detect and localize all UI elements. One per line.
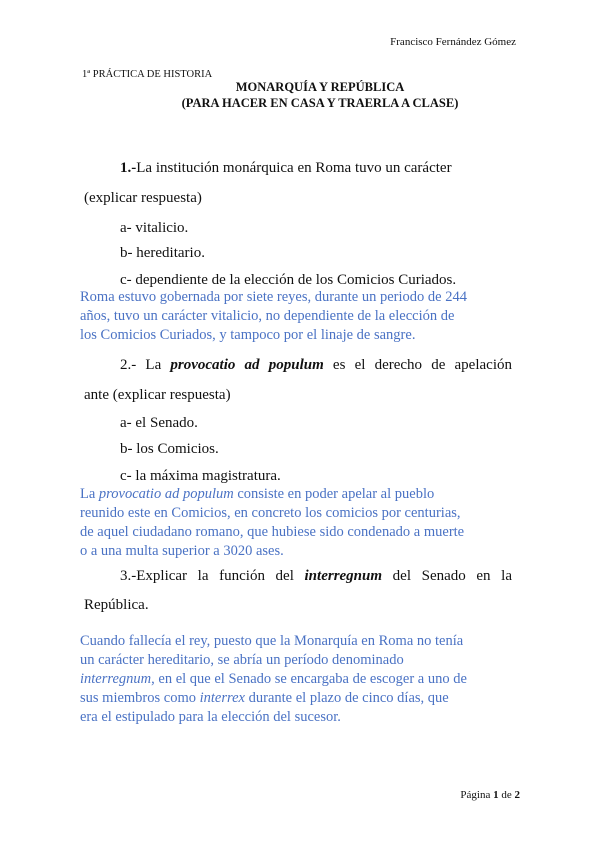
answer-2-line-4: o a una multa superior a 3020 ases. (80, 543, 284, 559)
answer-3-line-1: Cuando fallecía el rey, puesto que la Monarquía en Roma no tenía (80, 633, 464, 649)
question-1-number: 1.- (120, 160, 137, 176)
answer-2-line-3: de aquel ciudadano romano, que hubiese sido condenado a muerte (80, 524, 465, 540)
question-2-option-a: a- el Senado. (120, 415, 198, 431)
answer-3-line-2: un carácter hereditario, se abría un período denominado (80, 652, 404, 668)
document-subtitle: (PARA HACER EN CASA Y TRAERLA A CLASE) (181, 96, 459, 110)
question-2-term: provocatio ad populum (170, 357, 324, 373)
answer-1-line-2: años, tuvo un carácter vitalicio, no dependiente de la elección de (80, 308, 455, 324)
answer-2-line-2: reunido este en Comicios, en concreto los comicios por centurias, (80, 505, 461, 521)
question-1-line-2: (explicar respuesta) (84, 190, 202, 206)
question-2-line-2: ante (explicar respuesta) (84, 387, 231, 403)
question-2-option-c: c- la máxima magistratura. (120, 468, 281, 484)
answer-1-line-3: los Comicios Curiados, y tampoco por el linaje de sangre. (80, 327, 416, 343)
answer-3-term-interrex: interrex (199, 690, 245, 706)
subject-label: 1ª PRÁCTICA DE HISTORIA (82, 69, 213, 80)
question-1-line-1: 1.-La institución monárquica en Roma tuvo un carácter (120, 160, 452, 176)
document-title: MONARQUÍA Y REPÚBLICA (235, 80, 405, 94)
question-3-line-2: República. (84, 597, 149, 613)
answer-3-term-interregnum: interregnum (80, 671, 152, 687)
question-1-option-a: a- vitalicio. (120, 220, 189, 236)
question-1-option-c: c- dependiente de la elección de los Comicios Curiados. (120, 272, 457, 288)
question-1-option-b: b- hereditario. (120, 245, 205, 261)
author-name: Francisco Fernández Gómez (390, 36, 516, 48)
question-3-line-1: 3.-Explicar la función del interregnum del Senado en la (120, 568, 513, 584)
question-2-option-b: b- los Comicios. (120, 441, 219, 457)
answer-3-line-3: interregnum, en el que el Senado se encargaba de escoger a uno de (80, 671, 467, 687)
page-number: Página 1 de 2 (460, 789, 520, 801)
answer-1-line-1: Roma estuvo gobernada por siete reyes, durante un periodo de 244 (80, 289, 467, 305)
answer-2-line-1: La provocatio ad populum consiste en poder apelar al pueblo (80, 486, 435, 502)
answer-3-line-5: era el estipulado para la elección del sucesor. (80, 709, 341, 725)
answer-2-term: provocatio ad populum (98, 486, 234, 502)
answer-3-line-4: sus miembros como interrex durante el plazo de cinco días, que (80, 690, 449, 706)
question-2-line-1: 2.- La provocatio ad populum es el derecho de apelación (120, 357, 512, 373)
question-3-term: interregnum (304, 568, 383, 584)
